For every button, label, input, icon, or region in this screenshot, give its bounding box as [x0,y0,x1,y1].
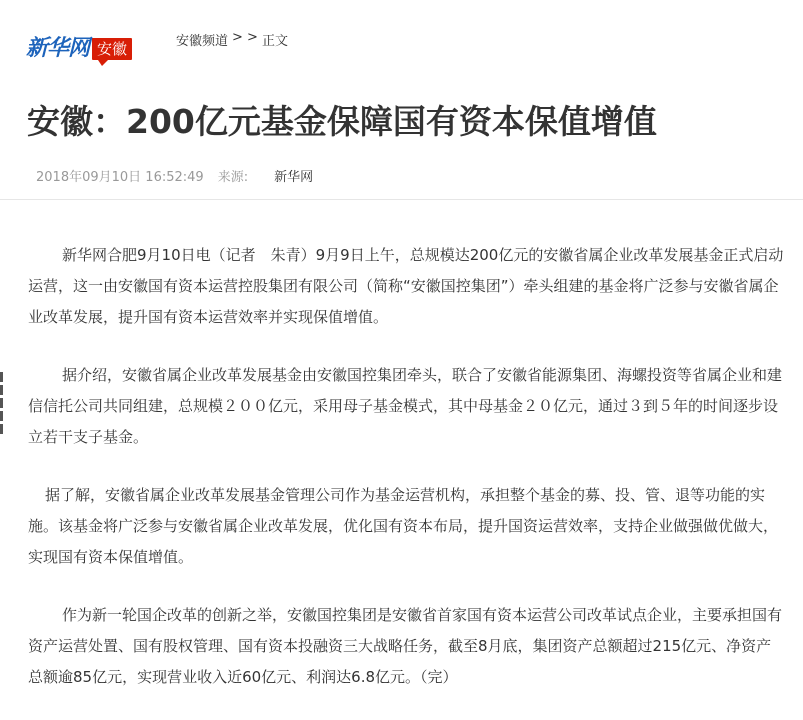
article-title: 安徽：200亿元基金保障国有资本保值增值 [27,102,657,141]
breadcrumb-current: 正文 [261,34,288,49]
side-edge-mark [0,398,3,408]
article-body [28,240,786,720]
article-paragraph: 据了解，安徽省属企业改革发展基金管理公司作为基金运营机构，承担整个基金的募、投、管、退等功能的实施。该基金将广泛参与安徽省属企业改革发展，优化国有资本布局，提升国资运营效率，支持企业做强做优做大，实现国有资本保值增值。 [28,486,779,566]
article-paragraph: 新华网合肥9月10日电（记者 朱青）9月9日上午，总规模达200亿元的安徽省属企业改革发展基金正式启动运营，这一由安徽国有资本运营控股集团有限公司（简称“安徽国控集团”）牵头组建的基金将广泛参与安徽省属企业改革发展，提升国有资本运营效率并实现保值增值。 [28,246,784,326]
side-edge-mark [0,385,3,395]
article-meta [36,166,313,185]
breadcrumb [176,30,288,49]
source-name: 新华网 [274,170,314,185]
side-edge-mark [0,372,3,382]
article-paragraph: 据介绍，安徽省属企业改革发展基金由安徽国控集团牵头，联合了安徽省能源集团、海螺投资等省属企业和建信信托公司共同组建，总规模２００亿元，采用母子基金模式，其中母基金２０亿元，通过３到５年的时间逐步设立若干支子基金。 [28,366,783,446]
site-logo[interactable] [26,34,132,64]
breadcrumb-separator: > > [232,30,258,45]
header-divider [0,199,803,200]
article-paragraph: 作为新一轮国企改革的创新之举，安徽国控集团是安徽省首家国有资本运营公司改革试点企业，主要承担国有资产运营处置、国有股权管理、国有资本投融资三大战略任务，截至8月底，集团资产总额超过215亿元、净资产总额逾85亿元，实现营业收入近60亿元、利润达6.8亿元。（完） [28,606,783,686]
breadcrumb-channel-link[interactable]: 安徽频道 [176,34,229,49]
publish-date: 2018年09月10日 16:52:49 [36,170,204,185]
side-edge-mark [0,411,3,421]
channel-badge: 安徽 [92,38,132,60]
logo-text: 新华网 [26,36,90,61]
source-label: 来源: [217,170,249,185]
side-edge-marker [0,372,3,448]
site-header [26,28,786,68]
side-edge-mark [0,424,3,434]
